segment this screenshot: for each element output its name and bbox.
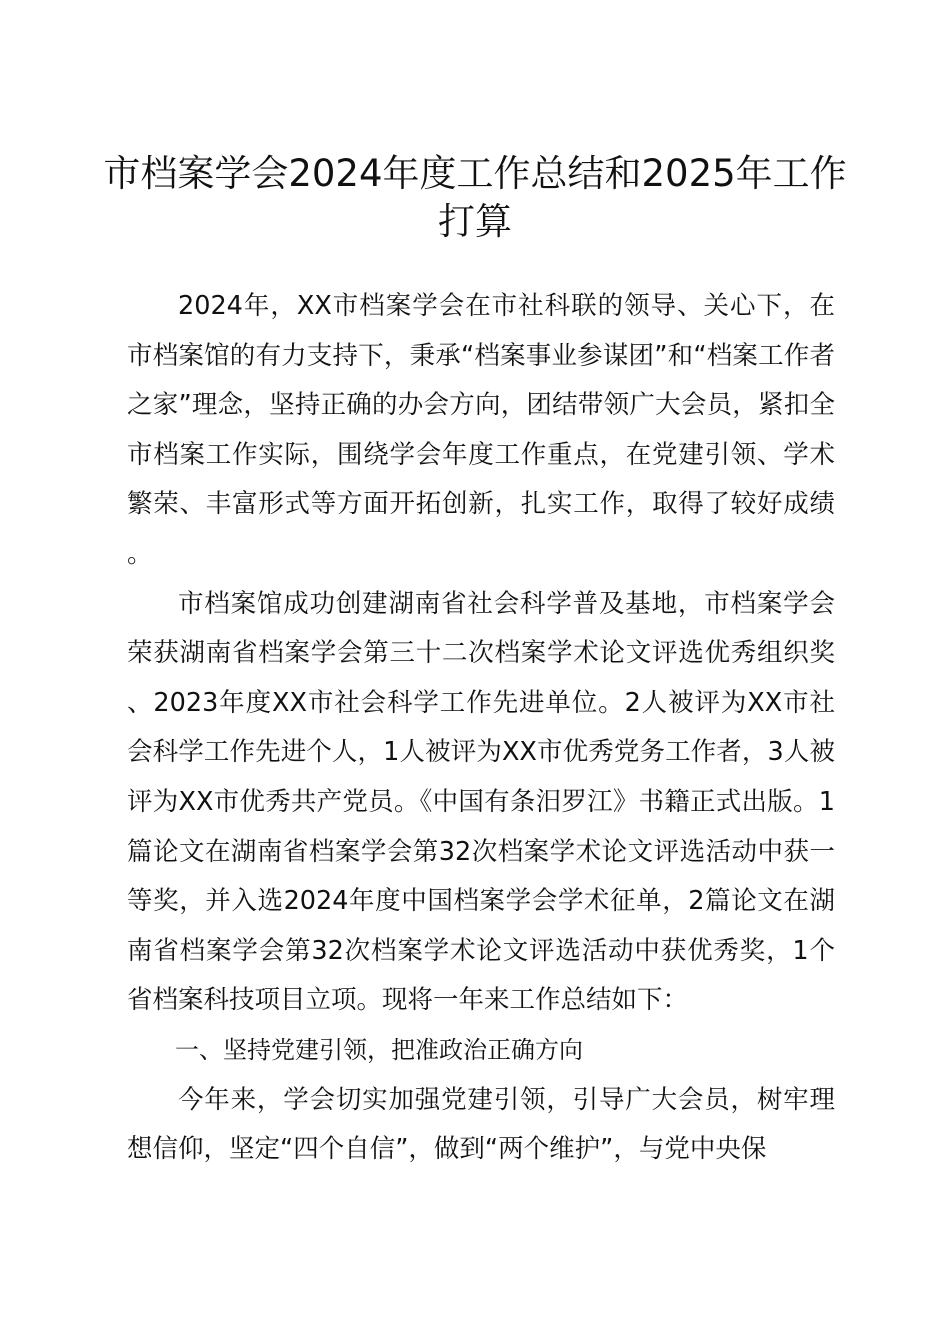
intro-paragraph: 2024年，XX市档案学会在市社科联的领导、关心下，在市档案馆的有力支持下，秉承“档案事业参谋团”和“档案工作者之家”理念，坚持正确的办会方向，团结带领广大会员，紧扣全市档案工作实际，围绕学会年度工作重点，在党建引领、学术繁荣、丰富形式等方面开拓创新，扎实工作，取得了较好成绩。: [127, 291, 835, 569]
achievements-paragraph: 市档案馆成功创建湖南省社会科学普及基地，市档案学会荣获湖南省档案学会第三十二次档案学术论文评选优秀组织奖、2023年度XX市社会科学工作先进单位。2人被评为XX市社会科学工作先进个人，1人被评为XX市优秀党务工作者，3人被评为XX市优秀共产党员。《中国有条汨罗江》书籍正式出版。1篇论文在湖南省档案学会第32次档案学术论文评选活动中获一等奖，并入选2024年度中国档案学会学术征单，2篇论文在湖南省档案学会第32次档案学术论文评选活动中获优秀奖，1个省档案科技项目立项。现将一年来工作总结如下：: [127, 588, 835, 1016]
section-heading: 一、坚持党建引领，把准政治正确方向: [175, 1035, 583, 1064]
section-paragraph: 今年来，学会切实加强党建引领，引导广大会员，树牢理想信仰，坚定“四个自信”，做到“两个维护”，与党中央保: [127, 1084, 835, 1165]
document-body: [127, 282, 835, 1175]
document-title: 市档案学会2024年度工作总结和2025年工作打算: [103, 152, 847, 243]
